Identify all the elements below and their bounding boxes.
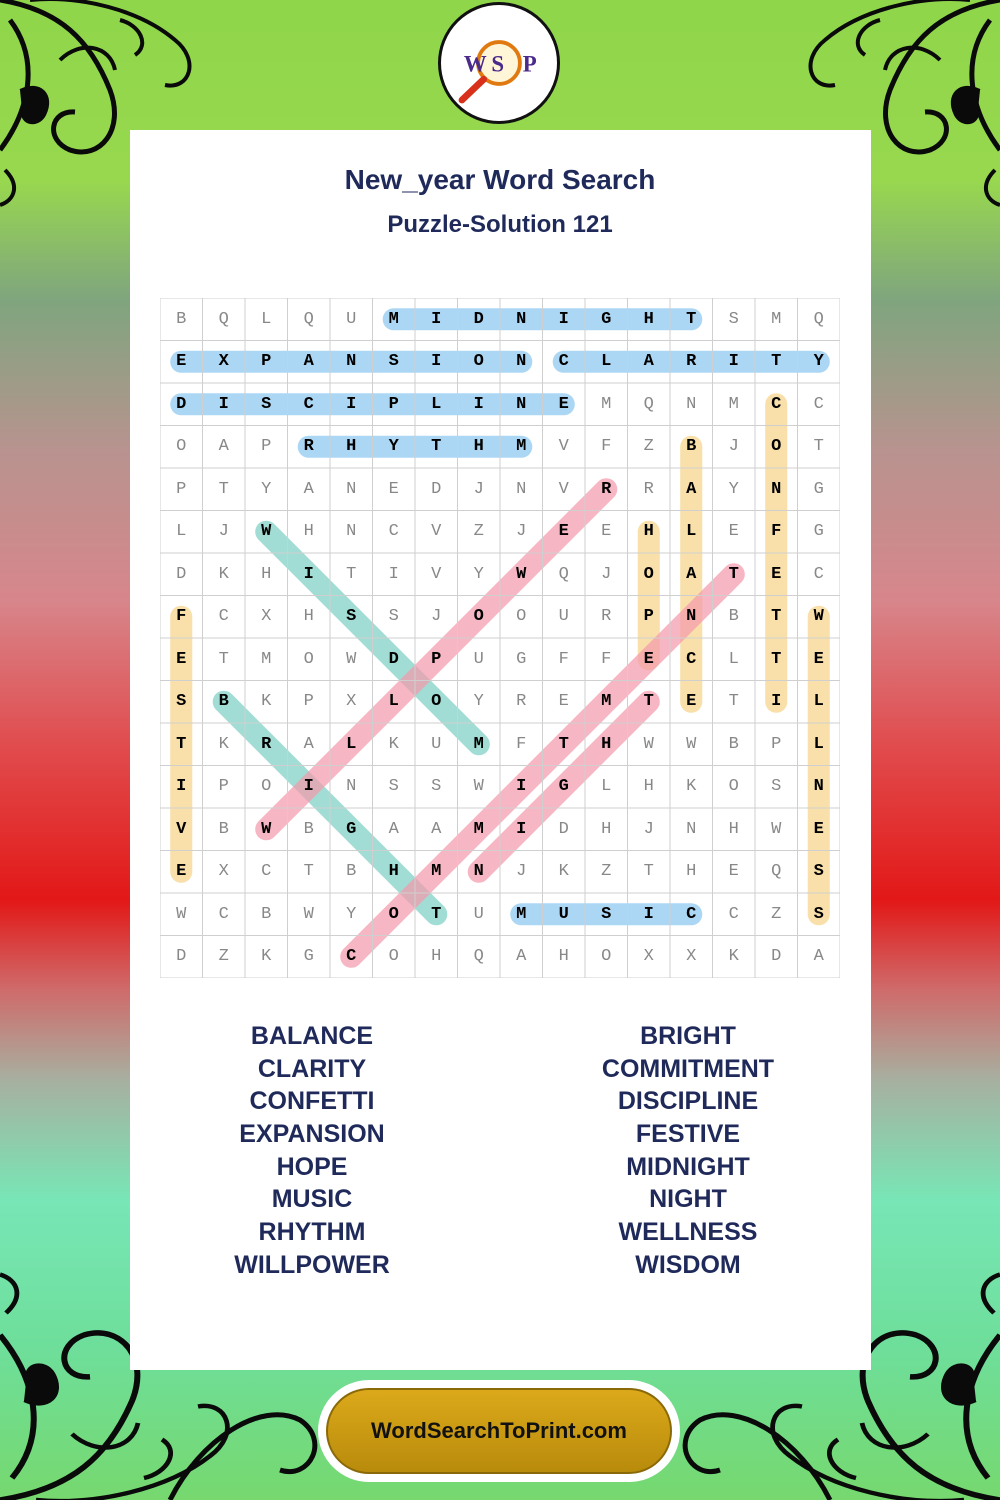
grid-cell: T: [431, 904, 442, 924]
grid-cell: A: [686, 479, 697, 499]
grid-cell: I: [728, 352, 739, 372]
grid-cell: J: [643, 819, 654, 839]
grid-cell: A: [303, 479, 314, 499]
word-list-item: COMMITMENT: [601, 1054, 775, 1083]
grid-cell: R: [516, 692, 527, 712]
grid-cell: H: [601, 734, 612, 754]
grid-cell: E: [558, 522, 569, 542]
word-list-item: WISDOM: [635, 1250, 741, 1279]
grid-cell: C: [303, 394, 314, 414]
grid-cell: N: [346, 352, 357, 372]
grid-cell: B: [261, 904, 272, 924]
grid-cell: P: [388, 394, 399, 414]
grid-cell: C: [813, 564, 824, 584]
grid-cell: D: [176, 564, 187, 584]
grid-cell: F: [601, 437, 612, 457]
grid-cell: P: [643, 607, 654, 627]
grid-cell: X: [261, 607, 272, 627]
grid-cell: N: [346, 522, 357, 542]
grid-cell: S: [176, 692, 187, 712]
grid-cell: H: [346, 437, 357, 457]
word-list-item: NIGHT: [649, 1185, 727, 1214]
grid-cell: J: [473, 479, 484, 499]
grid-cell: J: [728, 437, 739, 457]
grid-cell: H: [303, 607, 314, 627]
grid-cell: C: [218, 904, 229, 924]
grid-cell: M: [516, 437, 527, 457]
grid-cell: R: [686, 352, 697, 372]
grid-cell: P: [218, 777, 229, 797]
grid-cell: V: [431, 564, 442, 584]
grid-cell: K: [388, 734, 399, 754]
grid-cell: O: [388, 947, 399, 967]
grid-cell: W: [346, 649, 357, 669]
grid-cell: T: [643, 862, 654, 882]
grid-cell: E: [176, 862, 187, 882]
grid-cell: S: [388, 352, 399, 372]
grid-cell: J: [218, 522, 229, 542]
grid-cell: T: [771, 607, 782, 627]
grid-cell: J: [516, 522, 527, 542]
grid-cell: Z: [473, 522, 484, 542]
grid-cell: M: [261, 649, 272, 669]
grid-cell: C: [558, 352, 569, 372]
grid-cell: I: [516, 819, 527, 839]
grid-cell: R: [601, 607, 612, 627]
website-link-label: WordSearchToPrint.com: [326, 1388, 672, 1474]
grid-cell: L: [431, 394, 442, 414]
grid-cell: Y: [261, 479, 272, 499]
grid-cell: M: [728, 394, 739, 414]
grid-cell: B: [218, 692, 229, 712]
grid-cell: V: [176, 819, 187, 839]
grid-cell: P: [261, 352, 272, 372]
grid-cell: N: [516, 309, 527, 329]
grid-cell: W: [643, 734, 654, 754]
grid-cell: A: [303, 734, 314, 754]
grid-cell: R: [643, 479, 654, 499]
grid-cell: E: [771, 564, 782, 584]
grid-cell: G: [516, 649, 527, 669]
word-list-item: DISCIPLINE: [617, 1087, 759, 1116]
grid-cell: C: [346, 947, 357, 967]
grid-cell: D: [388, 649, 399, 669]
grid-cell: Q: [813, 309, 824, 329]
grid-cell: N: [346, 479, 357, 499]
grid-cell: Q: [473, 947, 484, 967]
grid-cell: T: [728, 692, 739, 712]
grid-cell: T: [686, 309, 697, 329]
grid-cell: E: [728, 522, 739, 542]
grid-cell: U: [558, 607, 569, 627]
grid-cell: C: [388, 522, 399, 542]
grid-cell: P: [261, 437, 272, 457]
grid-cell: N: [813, 777, 824, 797]
grid-cell: K: [686, 777, 697, 797]
word-list-item: HOPE: [276, 1152, 348, 1181]
page-title: New_year Word Search: [344, 164, 656, 195]
grid-cell: X: [346, 692, 357, 712]
grid-cell: T: [643, 692, 654, 712]
wsp-logo: [438, 2, 560, 124]
grid-cell: F: [558, 649, 569, 669]
grid-cell: O: [303, 649, 314, 669]
grid-cell: B: [218, 819, 229, 839]
grid-cell: O: [261, 777, 272, 797]
grid-cell: S: [388, 607, 399, 627]
grid-cell: T: [176, 734, 187, 754]
grid-cell: G: [558, 777, 569, 797]
grid-cell: D: [176, 394, 187, 414]
grid-cell: E: [176, 649, 187, 669]
grid-cell: M: [601, 692, 612, 712]
grid-cell: T: [728, 564, 739, 584]
grid-cell: W: [771, 819, 782, 839]
grid-cell: D: [558, 819, 569, 839]
grid-cell: M: [473, 819, 484, 839]
grid-cell: H: [643, 522, 654, 542]
word-list-item: WILLPOWER: [234, 1250, 390, 1279]
word-list-right: [538, 1020, 838, 1282]
grid-cell: I: [771, 692, 782, 712]
grid-cell: E: [728, 862, 739, 882]
grid-cell: H: [303, 522, 314, 542]
grid-cell: Q: [771, 862, 782, 882]
grid-cell: A: [813, 947, 824, 967]
grid-cell: O: [473, 607, 484, 627]
grid-cell: O: [388, 904, 399, 924]
grid-cell: O: [516, 607, 527, 627]
grid-cell: M: [473, 734, 484, 754]
grid-cell: I: [303, 564, 314, 584]
grid-cell: F: [516, 734, 527, 754]
grid-cell: H: [558, 947, 569, 967]
grid-cell: G: [601, 309, 612, 329]
grid-cell: C: [813, 394, 824, 414]
grid-cell: W: [261, 522, 272, 542]
grid-cell: T: [431, 437, 442, 457]
grid-cell: I: [473, 394, 484, 414]
grid-cell: W: [303, 904, 314, 924]
grid-cell: V: [431, 522, 442, 542]
grid-cell: W: [261, 819, 272, 839]
grid-cell: M: [431, 862, 442, 882]
grid-cell: X: [218, 352, 229, 372]
grid-cell: N: [473, 862, 484, 882]
grid-cell: R: [261, 734, 272, 754]
grid-cell: T: [771, 352, 782, 372]
word-list-item: MIDNIGHT: [626, 1152, 750, 1181]
grid-cell: O: [728, 777, 739, 797]
grid-cell: A: [218, 437, 229, 457]
grid-cell: P: [771, 734, 782, 754]
grid-cell: I: [346, 394, 357, 414]
grid-cell: O: [176, 437, 187, 457]
grid-cell: S: [771, 777, 782, 797]
grid-cell: P: [176, 479, 187, 499]
grid-cell: N: [686, 819, 697, 839]
grid-cell: U: [473, 649, 484, 669]
grid-cell: S: [431, 777, 442, 797]
logo-letter-p: P: [522, 51, 537, 77]
grid-cell: U: [431, 734, 442, 754]
grid-cell: Q: [643, 394, 654, 414]
grid-cell: D: [431, 479, 442, 499]
grid-cell: M: [601, 394, 612, 414]
grid-cell: M: [516, 904, 527, 924]
grid-cell: O: [473, 352, 484, 372]
word-list-item: MUSIC: [271, 1185, 353, 1214]
grid-cell: H: [601, 819, 612, 839]
word-list-item: EXPANSION: [239, 1120, 385, 1149]
grid-cell: P: [303, 692, 314, 712]
grid-cell: C: [728, 904, 739, 924]
grid-cell: K: [261, 947, 272, 967]
grid-cell: A: [686, 564, 697, 584]
grid-cell: L: [388, 692, 399, 712]
grid-cell: W: [813, 607, 824, 627]
grid-cell: I: [388, 564, 399, 584]
grid-cell: W: [473, 777, 484, 797]
grid-cell: B: [303, 819, 314, 839]
word-list-item: BRIGHT: [640, 1022, 736, 1050]
grid-cell: D: [771, 947, 782, 967]
grid-cell: N: [686, 394, 697, 414]
page-subtitle: Puzzle-Solution 121: [387, 211, 613, 238]
grid-cell: L: [346, 734, 357, 754]
grid-cell: B: [176, 309, 187, 329]
grid-cell: I: [176, 777, 187, 797]
grid-cell: E: [813, 649, 824, 669]
grid-cell: F: [771, 522, 782, 542]
grid-cell: N: [771, 479, 782, 499]
grid-cell: B: [686, 437, 697, 457]
grid-cell: C: [218, 607, 229, 627]
grid-cell: A: [643, 352, 654, 372]
grid-cell: T: [346, 564, 357, 584]
grid-cell: L: [813, 692, 824, 712]
grid-cell: U: [558, 904, 569, 924]
grid-cell: T: [303, 862, 314, 882]
grid-cell: E: [558, 692, 569, 712]
grid-cell: S: [813, 862, 824, 882]
grid-cell: X: [643, 947, 654, 967]
grid-cell: H: [686, 862, 697, 882]
logo-letter-w: W: [463, 51, 487, 77]
grid-cell: G: [813, 522, 824, 542]
grid-cell: O: [601, 947, 612, 967]
grid-cell: H: [388, 862, 399, 882]
grid-cell: S: [601, 904, 612, 924]
grid-cell: Z: [601, 862, 612, 882]
grid-cell: G: [346, 819, 357, 839]
grid-cell: Q: [558, 564, 569, 584]
grid-cell: I: [431, 309, 442, 329]
grid-cell: H: [261, 564, 272, 584]
grid-cell: T: [771, 649, 782, 669]
grid-cell: Y: [473, 692, 484, 712]
grid-cell: L: [686, 522, 697, 542]
grid-cell: H: [643, 309, 654, 329]
logo-letter-s: S: [491, 51, 505, 77]
grid-cell: C: [771, 394, 782, 414]
grid-cell: S: [813, 904, 824, 924]
grid-cell: A: [516, 947, 527, 967]
grid-cell: H: [728, 819, 739, 839]
grid-cell: R: [601, 479, 612, 499]
grid-cell: Y: [813, 352, 824, 372]
grid-cell: E: [686, 692, 697, 712]
grid-cell: Q: [303, 309, 314, 329]
grid-cell: Z: [771, 904, 782, 924]
grid-cell: W: [686, 734, 697, 754]
grid-cell: X: [686, 947, 697, 967]
grid-cell: G: [813, 479, 824, 499]
grid-cell: L: [176, 522, 187, 542]
word-list-left: [162, 1020, 462, 1282]
word-list-item: RHYTHM: [258, 1218, 366, 1247]
grid-cell: L: [601, 352, 612, 372]
grid-cell: C: [686, 649, 697, 669]
grid-cell: C: [686, 904, 697, 924]
grid-cell: M: [771, 309, 782, 329]
grid-cell: E: [601, 522, 612, 542]
grid-cell: K: [261, 692, 272, 712]
grid-cell: O: [643, 564, 654, 584]
grid-cell: N: [516, 479, 527, 499]
grid-cell: G: [303, 947, 314, 967]
word-list-item: BALANCE: [250, 1022, 374, 1050]
grid-cell: V: [558, 437, 569, 457]
grid-cell: J: [431, 607, 442, 627]
grid-cell: A: [388, 819, 399, 839]
grid-cell: B: [728, 607, 739, 627]
grid-cell: I: [431, 352, 442, 372]
grid-cell: F: [176, 607, 187, 627]
grid-cell: E: [643, 649, 654, 669]
grid-cell: I: [558, 309, 569, 329]
grid-cell: P: [431, 649, 442, 669]
grid-cell: W: [176, 904, 187, 924]
grid-cell: Y: [473, 564, 484, 584]
grid-cell: L: [728, 649, 739, 669]
grid-cell: S: [728, 309, 739, 329]
grid-cell: Z: [643, 437, 654, 457]
grid-cell: N: [516, 394, 527, 414]
grid-cell: W: [516, 564, 527, 584]
grid-cell: I: [643, 904, 654, 924]
grid-cell: T: [218, 479, 229, 499]
grid-cell: Y: [346, 904, 357, 924]
grid-cell: K: [218, 734, 229, 754]
word-list-item: CLARITY: [257, 1054, 367, 1083]
grid-cell: X: [218, 862, 229, 882]
grid-cell: Q: [218, 309, 229, 329]
grid-cell: O: [771, 437, 782, 457]
grid-cell: U: [473, 904, 484, 924]
grid-cell: Y: [388, 437, 399, 457]
grid-cell: E: [176, 352, 187, 372]
grid-cell: K: [728, 947, 739, 967]
grid-cell: C: [261, 862, 272, 882]
grid-cell: N: [516, 352, 527, 372]
grid-cell: L: [601, 777, 612, 797]
word-list-item: FESTIVE: [635, 1120, 741, 1149]
grid-cell: J: [516, 862, 527, 882]
grid-cell: S: [261, 394, 272, 414]
grid-cell: I: [516, 777, 527, 797]
grid-cell: T: [813, 437, 824, 457]
grid-cell: B: [346, 862, 357, 882]
grid-cell: J: [601, 564, 612, 584]
grid-cell: S: [346, 607, 357, 627]
website-link-button[interactable]: [318, 1380, 680, 1482]
grid-cell: L: [813, 734, 824, 754]
grid-cell: V: [558, 479, 569, 499]
grid-cell: D: [473, 309, 484, 329]
grid-cell: A: [303, 352, 314, 372]
grid-cell: H: [643, 777, 654, 797]
grid-cell: O: [431, 692, 442, 712]
word-list-item: CONFETTI: [249, 1087, 375, 1116]
grid-cell: U: [346, 309, 357, 329]
grid-cell: E: [558, 394, 569, 414]
grid-cell: F: [601, 649, 612, 669]
grid-cell: R: [303, 437, 314, 457]
grid-cell: I: [303, 777, 314, 797]
grid-cell: T: [218, 649, 229, 669]
grid-cell: H: [473, 437, 484, 457]
grid-cell: L: [261, 309, 272, 329]
grid-cell: B: [728, 734, 739, 754]
grid-cell: A: [431, 819, 442, 839]
grid-cell: E: [388, 479, 399, 499]
grid-cell: N: [686, 607, 697, 627]
grid-cell: Z: [218, 947, 229, 967]
grid-cell: T: [558, 734, 569, 754]
grid-cell: K: [218, 564, 229, 584]
grid-cell: Y: [728, 479, 739, 499]
grid-cell: K: [558, 862, 569, 882]
grid-cell: I: [218, 394, 229, 414]
word-search-grid: [160, 298, 840, 978]
grid-cell: M: [388, 309, 399, 329]
grid-cell: N: [346, 777, 357, 797]
grid-cell: E: [813, 819, 824, 839]
grid-cell: D: [176, 947, 187, 967]
word-list-item: WELLNESS: [618, 1218, 758, 1247]
grid-cell: H: [431, 947, 442, 967]
grid-cell: S: [388, 777, 399, 797]
